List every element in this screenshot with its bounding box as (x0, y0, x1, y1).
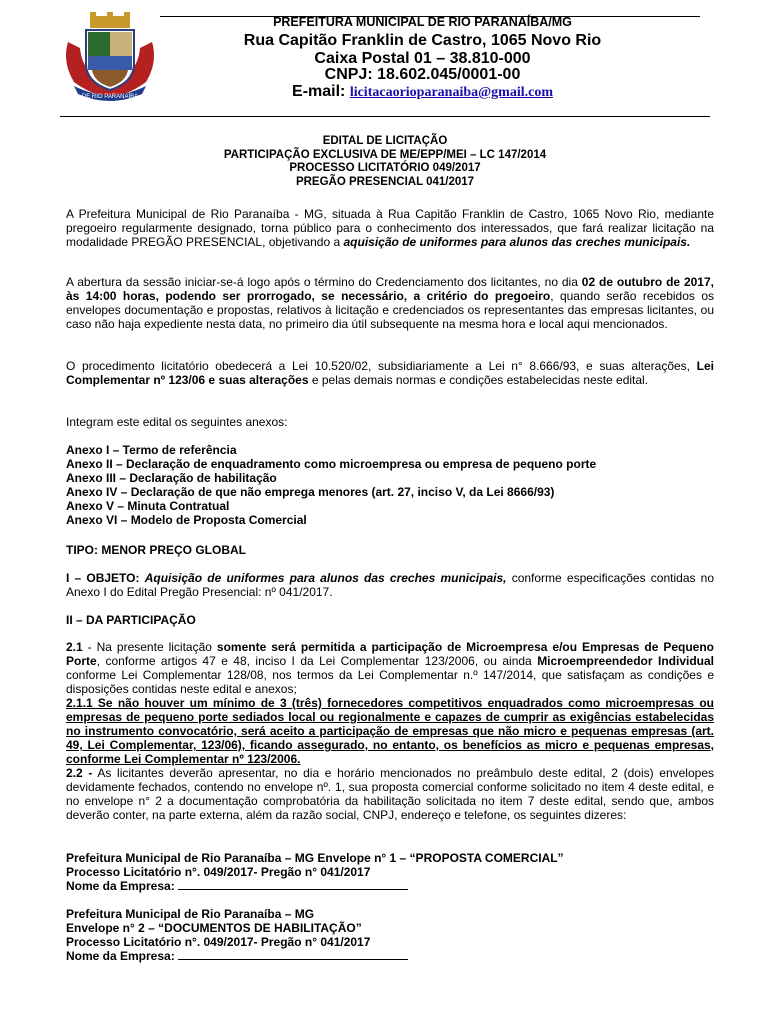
envelope-1-block (66, 851, 714, 893)
objeto-subject: Aquisição de uniformes para alunos das creches municipais, (144, 571, 507, 585)
legal-lc: Lei Complementar nº 123/06 e suas alterações (66, 359, 714, 388)
session-date: 02 de outubro de 2017, às 14:00 horas, podendo ser prorrogado, se necessário, a critério do pregoeiro (66, 275, 714, 304)
session-rest: , quando serão recebidos os envelopes documentação e propostas, relativos à licitação e credenciados os representantes das empresas licitantes, ou caso não haja expediente nesta data, no primeiro dia útil subsequente na mesma hora e local aqui mencionados. (66, 289, 715, 332)
email-link[interactable]: licitacaorioparanaiba@gmail.com (349, 85, 553, 100)
envelope-2-line-2: Envelope n° 2 – “DOCUMENTOS DE HABILITAÇÃO” (66, 921, 362, 936)
title-line-4: PREGÃO PRESENCIAL 041/2017 (295, 175, 475, 188)
annex-item: Anexo II – Declaração de enquadramento como microempresa ou empresa de pequeno porte (66, 457, 597, 472)
objeto-label: I – OBJETO: (66, 571, 140, 585)
intro-text: A Prefeitura Municipal de Rio Paranaíba - MG, situada à Rua Capitão Franklin de Castro, 1065 Novo Rio, mediante pregoeiro regularmente designado, torna público para o conhecimento dos interessados, que fará realizar licitação na modalidade PREGÃO PRESENCIAL, objetivando a (66, 207, 714, 250)
legal-text: O procedimento licitatório obedecerá a Lei 10.520/02, subsidiariamente a Lei n° 8.666/93, e suas alterações, (66, 359, 691, 373)
envelope-2-line-3: Processo Licitatório n°. 049/2017- Pregão n° 041/2017 (66, 935, 371, 950)
annex-item: Anexo VI – Modelo de Proposta Comercial (66, 513, 307, 528)
envelope-2-name-row (66, 949, 714, 963)
annex-item: Anexo IV – Declaração de que não emprega menores (art. 27, inciso V, da Lei 8666/93) (66, 485, 555, 500)
envelope-1-name-blank (178, 879, 408, 890)
section-participacao-heading: II – DA PARTICIPAÇÃO (66, 613, 196, 627)
email-label: E-mail: (292, 83, 346, 100)
header-bottom-rule (60, 116, 710, 117)
clause-2-2-text: As licitantes deverão apresentar, no dia e horário mencionados no preâmbulo deste edital, 2 (dois) envelopes devidamente fechados, contendo no envelope nº. 1, sua proposta comercial conforme solicitado no item 4 deste edital, e no envelope n° 2 a documentação comprobatória da habilitação solicitada no item 7 deste edital, sendo que, ambos deverão conter, na parte externa, além da razão social, CNPJ, endereço e telefone, os seguintes dizeres: (66, 766, 714, 823)
objeto-rest: conforme especificações contidas no Anexo I do Edital Pregão Presencial: nº 041/2017. (66, 571, 715, 600)
annexes-intro: Integram este edital os seguintes anexos: (66, 415, 288, 429)
intro-paragraph (66, 207, 714, 249)
title-line-3: PROCESSO LICITATÓRIO 049/2017 (289, 162, 481, 174)
logo-ribbon-text: DE RIO PARANAÍBA (81, 94, 139, 100)
document-title (0, 135, 770, 189)
tipo-heading: TIPO: MENOR PREÇO GLOBAL (66, 543, 246, 557)
clause-2-1-1: 2.1.1 Se não houver um mínimo de 3 (três) fornecedores competitivos enquadrados como microempresas ou empresas de pequeno porte sediados local ou regionalmente e capazes de cumprir as exigências estabelecidas no instrumento convocatório, será aceito a participação de empresas que não micro e pequenas empresas (art. 49, Lei Complementar, 123/06), ficando assegurado, no entanto, os benefícios as micro e pequenas empresas, conforme Lei Complementar nº 123/2006. (66, 696, 714, 767)
envelope-2-line-1: Prefeitura Municipal de Rio Paranaíba – MG (66, 907, 315, 921)
annex-item: Anexo III – Declaração de habilitação (66, 471, 277, 486)
envelope-2-name-label: Nome da Empresa: (66, 949, 175, 964)
clause-2-2-number: 2.2 - (66, 766, 93, 780)
clause-2-1-text-a: - Na presente licitação (87, 640, 212, 654)
header-postal: Caixa Postal 01 – 38.810-000 (314, 50, 531, 67)
envelope-2-block (66, 907, 714, 963)
envelope-1-name-label: Nome da Empresa: (66, 879, 175, 894)
clause-2-2 (66, 766, 714, 822)
clause-2-1 (66, 640, 714, 696)
coat-of-arms-logo (60, 12, 160, 102)
objeto-paragraph (66, 571, 714, 599)
legal-paragraph (66, 359, 714, 387)
envelope-1-name-row (66, 879, 714, 893)
clause-2-1-text-e: conforme Lei Complementar 128/08, nos termos da Lei Complementar n.º 147/2014, que satisfaçam as condições e disposições contidas neste edital e anexos; (66, 668, 714, 697)
annex-item: Anexo V – Minuta Contratual (66, 499, 230, 514)
annex-item: Anexo I – Termo de referência (66, 443, 237, 457)
header-prefecture: PREFEITURA MUNICIPAL DE RIO PARANAÍBA/MG (273, 15, 572, 29)
session-paragraph (66, 275, 714, 331)
clause-2-1-number: 2.1 (66, 640, 83, 654)
clause-2-1-text-c: , conforme artigos 47 e 48, inciso I da Lei Complementar 123/2006, ou ainda (96, 654, 532, 669)
title-line-2: PARTICIPAÇÃO EXCLUSIVA DE ME/EPP/MEI – LC 147/2014 (223, 148, 547, 161)
envelope-2-name-blank (178, 949, 408, 960)
legal-rest: e pelas demais normas e condições estabelecidas neste edital. (311, 373, 649, 388)
header-cnpj: CNPJ: 18.602.045/0001-00 (324, 66, 521, 83)
envelope-1-line-1: Prefeitura Municipal de Rio Paranaíba – MG Envelope n° 1 – “PROPOSTA COMERCIAL” (66, 851, 564, 865)
header-address: Rua Capitão Franklin de Castro, 1065 Novo Rio (243, 32, 602, 49)
annex-list (66, 443, 714, 528)
envelope-1-line-2: Processo Licitatório n°. 049/2017- Pregão n° 041/2017 (66, 865, 371, 880)
clause-2-1-text-b: somente será permitida a participação de Microempresa e/ou Empresas de Pequeno Porte (66, 640, 715, 669)
session-text: A abertura da sessão iniciar-se-á logo após o término do Credenciamento dos licitantes, no dia (66, 275, 578, 289)
clause-2-1-text-d: Microempreendedor Individual (537, 654, 714, 669)
intro-object: aquisição de uniformes para alunos das creches municipais. (343, 235, 691, 250)
header-email-line (160, 83, 685, 101)
title-line-1: EDITAL DE LICITAÇÃO (322, 135, 448, 147)
